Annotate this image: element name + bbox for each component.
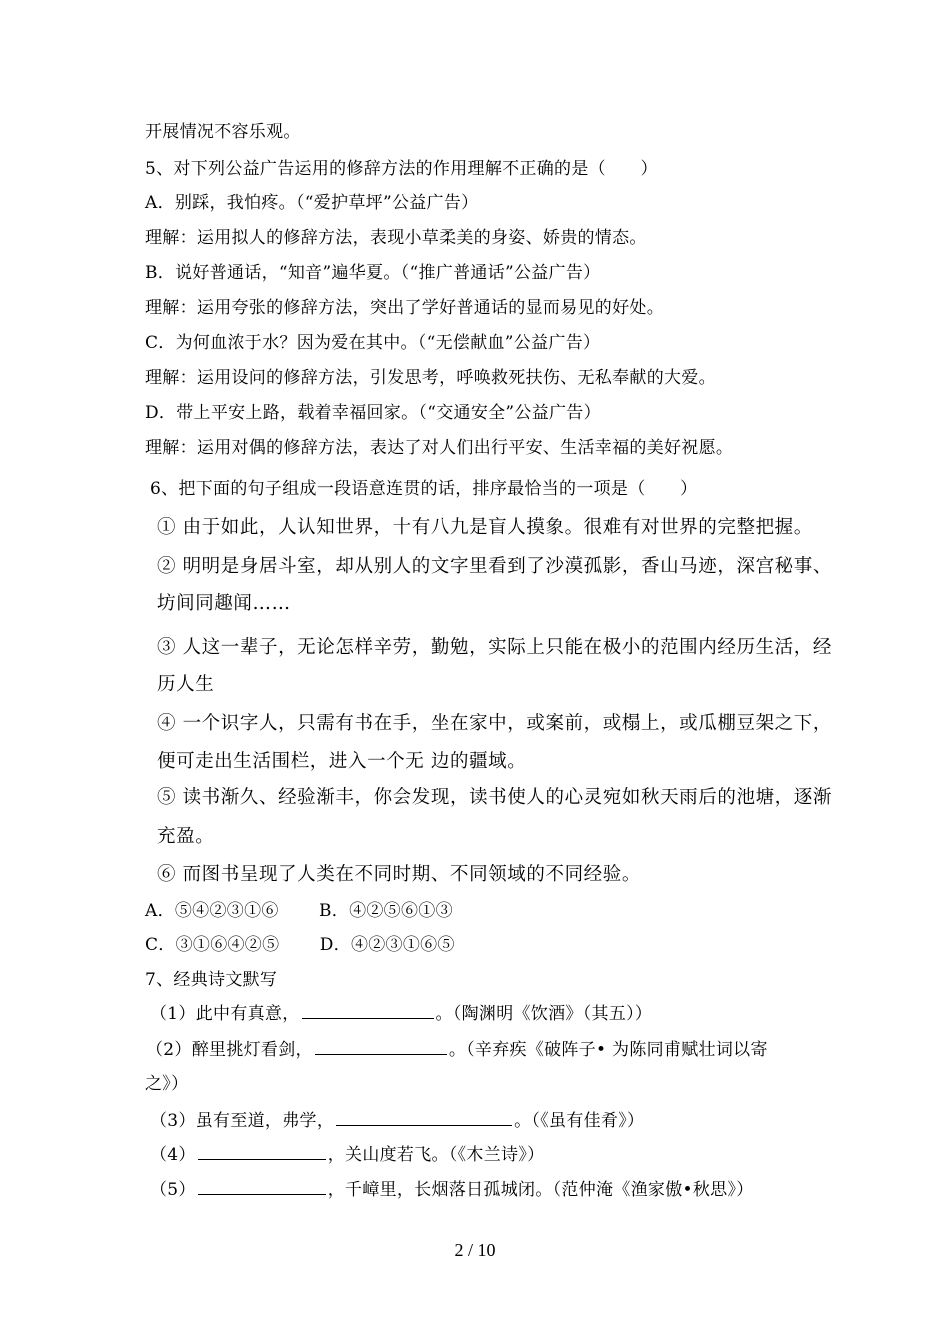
question-6-sentence-5-cont: 充盈。 xyxy=(157,826,215,847)
question-7-item-3 xyxy=(150,1109,644,1133)
question-5-stem: 5、对下列公益广告运用的修辞方法的作用理解不正确的是（ ） xyxy=(145,159,658,179)
item-5-answer-blank[interactable] xyxy=(198,1178,326,1195)
question-6-options-a-b: A．⑤④②③①⑥ B．④②⑤⑥①③ xyxy=(145,901,453,921)
item-1-answer-blank[interactable] xyxy=(302,1002,434,1019)
question-7-item-1 xyxy=(150,1002,652,1026)
question-6-sentence-3-cont: 历人生 xyxy=(157,674,215,695)
question-6-sentence-4-cont: 便可走出生活围栏，进入一个无 边的疆域。 xyxy=(157,751,527,772)
page-number: 2 / 10 xyxy=(454,1240,496,1260)
question-7-item-5 xyxy=(150,1178,754,1202)
item-4-prompt: （4） xyxy=(150,1145,196,1165)
question-5-explanation-a: 理解：运用拟人的修辞方法，表现小草柔美的身姿、娇贵的情态。 xyxy=(145,228,647,248)
question-7-item-4 xyxy=(150,1143,544,1167)
question-6-sentence-2-cont: 坊间同趣闻…… xyxy=(157,593,291,614)
item-2-answer-blank[interactable] xyxy=(315,1038,447,1055)
question-6-sentence-2: ② 明明是身居斗室，却从别人的文字里看到了沙漠孤影，香山马迹，深宫秘事、 xyxy=(157,556,832,577)
question-6-sentence-5: ⑤ 读书渐久、经验渐丰，你会发现，读书使人的心灵宛如秋天雨后的池塘，逐渐 xyxy=(157,787,832,808)
item-1-source: 。（陶渊明《饮酒》（其五）） xyxy=(435,1004,653,1024)
question-7-stem: 7、经典诗文默写 xyxy=(145,970,278,990)
question-6-sentence-4: ④ 一个识字人，只需有书在手，坐在家中，或案前，或榻上，或瓜棚豆架之下， xyxy=(157,713,832,734)
question-7-item-2-cont: 之》） xyxy=(145,1074,189,1094)
item-1-prompt: （1）此中有真意， xyxy=(150,1004,300,1024)
item-2-prompt: （2）醉里挑灯看剑， xyxy=(146,1040,313,1060)
question-6-options-c-d: C．③①⑥④②⑤ D．④②③①⑥⑤ xyxy=(145,935,455,955)
item-5-prompt: （5） xyxy=(150,1180,196,1200)
item-2-source: 。（辛弃疾《破阵子• 为陈同甫赋壮词以寄 xyxy=(448,1040,768,1060)
question-5-option-b: B．说好普通话，“知音”遍华夏。（“推广普通话”公益广告） xyxy=(145,263,601,283)
question-5-explanation-c: 理解：运用设问的修辞方法，引发思考，呼唤救死扶伤、无私奉献的大爱。 xyxy=(145,368,716,388)
item-5-source: ，千嶂里，长烟落日孤城闭。（范仲淹《渔家傲•秋思》） xyxy=(327,1180,754,1200)
question-7-item-2 xyxy=(146,1038,768,1062)
question-5-option-a: A．别踩，我怕疼。（“爱护草坪”公益广告） xyxy=(145,193,479,213)
item-3-answer-blank[interactable] xyxy=(336,1109,512,1126)
continued-paragraph: 开展情况不容乐观。 xyxy=(145,122,301,142)
item-3-source: 。（《虽有佳肴》） xyxy=(514,1111,645,1131)
item-4-source: ，关山度若飞。（《木兰诗》） xyxy=(327,1145,545,1165)
question-6-sentence-6: ⑥ 而图书呈现了人类在不同时期、不同领域的不同经验。 xyxy=(157,864,641,885)
item-4-answer-blank[interactable] xyxy=(198,1143,326,1160)
item-3-prompt: （3）虽有至道，弗学， xyxy=(150,1111,335,1131)
question-5-option-d: D．带上平安上路，载着幸福回家。（“交通安全”公益广告） xyxy=(145,403,601,423)
question-5-option-c: C．为何血浓于水？因为爱在其中。（“无偿献血”公益广告） xyxy=(145,333,601,353)
question-5-explanation-b: 理解：运用夸张的修辞方法，突出了学好普通话的显而易见的好处。 xyxy=(145,298,664,318)
question-6-stem: 6、把下面的句子组成一段语意连贯的话，排序最恰当的一项是（ ） xyxy=(150,479,698,499)
question-6-sentence-3: ③ 人这一辈子，无论怎样辛劳，勤勉，实际上只能在极小的范围内经历生活，经 xyxy=(157,637,832,658)
question-5-explanation-d: 理解：运用对偶的修辞方法，表达了对人们出行平安、生活幸福的美好祝愿。 xyxy=(145,438,734,458)
question-6-sentence-1: ① 由于如此，人认知世界，十有八九是盲人摸象。很难有对世界的完整把握。 xyxy=(157,517,813,538)
